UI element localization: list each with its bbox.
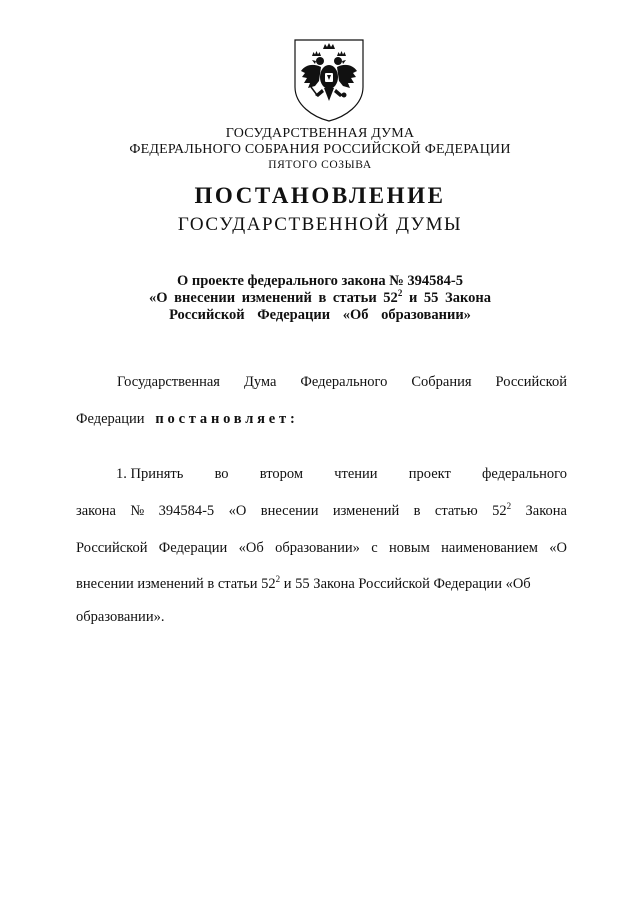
superscript: 2 <box>506 501 512 511</box>
document-issuer: ГОСУДАРСТВЕННОЙ ДУМЫ <box>177 214 463 235</box>
subject-line2: «О внесении изменений в статьи $52^2$ и 55 Закона <box>149 288 491 306</box>
subject-line3: Российской Федерации «Об образовании» <box>169 307 471 323</box>
decree-verb: постановляет: <box>155 411 299 427</box>
preamble-line2: Федерации постановляет: <box>76 411 299 427</box>
subject-line1: О проекте федерального закона № 394584-5 <box>176 273 464 289</box>
item1-line3: Российской Федерации «Об образовании» с новым наименованием «О <box>76 540 567 556</box>
convocation: ПЯТОГО СОЗЫВА <box>268 159 372 171</box>
preamble-line1: Государственная Дума Федерального Собрания Российской <box>117 374 567 390</box>
document-type-title: ПОСТАНОВЛЕНИЕ <box>194 183 446 208</box>
org-name-line2: ФЕДЕРАЛЬНОГО СОБРАНИЯ РОССИЙСКОЙ ФЕДЕРАЦИИ <box>129 142 511 157</box>
item1-line2: закона № 394584-5 «О внесении изменений в статью $52^2$ Закона <box>76 501 567 519</box>
superscript: 2 <box>397 288 403 298</box>
item1-line5: образовании». <box>76 609 165 625</box>
coat-of-arms-icon <box>291 37 367 123</box>
org-name-line1: ГОСУДАРСТВЕННАЯ ДУМА <box>225 126 415 141</box>
item1-line1: 1. Принять во втором чтении проект федерального <box>116 466 567 482</box>
superscript: 2 <box>275 574 281 584</box>
item1-line4: внесении изменений в статьи $52^2$ и 55 Закона Российской Федерации «Об <box>76 574 531 592</box>
